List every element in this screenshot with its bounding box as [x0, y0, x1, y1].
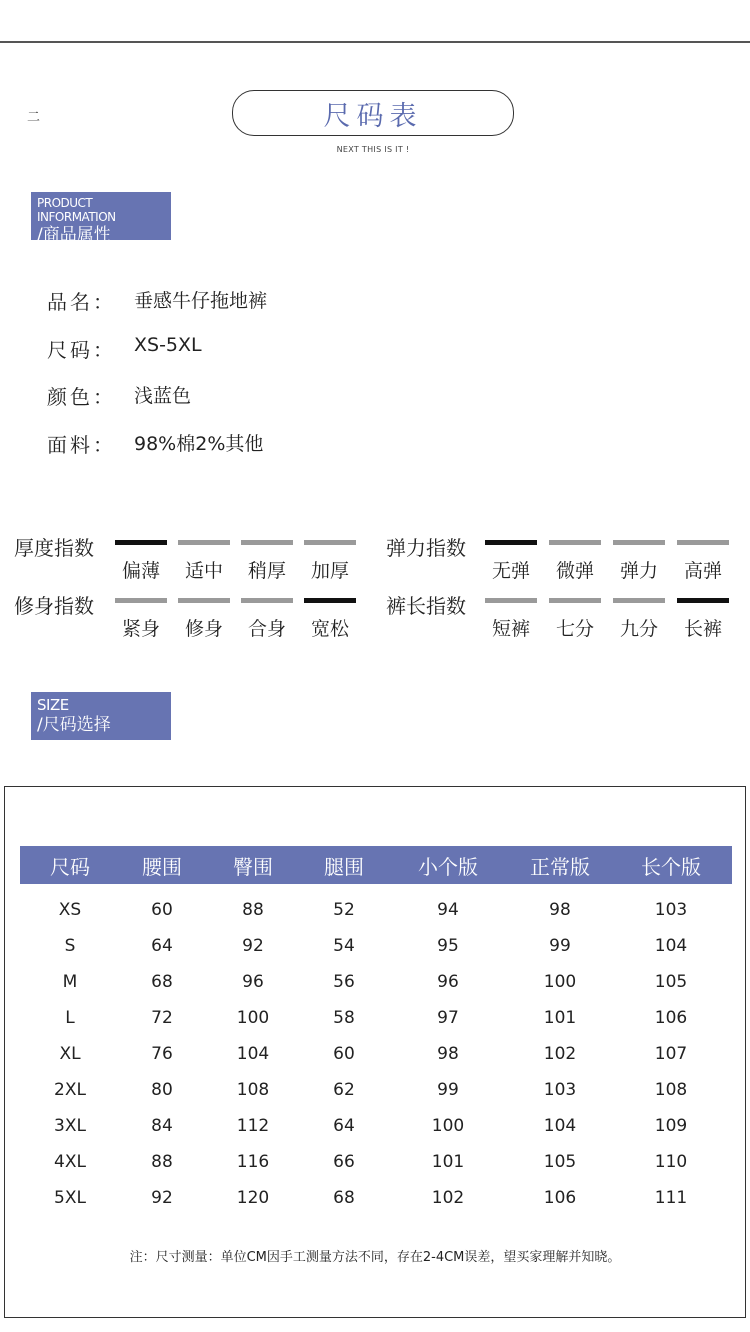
table-cell: 80: [151, 1080, 173, 1100]
table-cell: 105: [654, 972, 688, 992]
table-cell: 58: [333, 1008, 355, 1028]
index-label: 偏薄: [121, 560, 160, 582]
table-cell: 106: [654, 1008, 688, 1028]
table-cell: 56: [333, 972, 355, 992]
table-cell: 3XL: [54, 1116, 86, 1136]
index-label: 紧身: [121, 618, 160, 640]
index-bar: [115, 598, 167, 603]
table-row: [20, 1188, 732, 1208]
table-cell: 106: [543, 1188, 577, 1208]
info-row-size: [47, 334, 202, 363]
table-cell: 110: [654, 1152, 688, 1172]
index-label: 稍厚: [247, 560, 286, 582]
table-header-cell: 尺码: [50, 854, 90, 879]
table-cell: XL: [59, 1044, 81, 1064]
index-label: 短裤: [491, 618, 530, 640]
index-label: 微弹: [555, 560, 594, 582]
table-cell: 64: [333, 1116, 355, 1136]
index-bar: [178, 598, 230, 603]
index-label: 无弹: [491, 560, 530, 582]
table-cell: 98: [437, 1044, 459, 1064]
index-label: 适中: [184, 560, 223, 582]
table-cell: 60: [333, 1044, 355, 1064]
table-row: [20, 936, 732, 956]
table-cell: 64: [151, 936, 173, 956]
table-cell: 102: [431, 1188, 465, 1208]
table-cell: 54: [333, 936, 355, 956]
table-row: [20, 900, 732, 920]
index-bar: [115, 540, 167, 545]
index-bar: [241, 598, 293, 603]
table-cell: 120: [236, 1188, 270, 1208]
table-cell: 94: [437, 900, 459, 920]
table-cell: 95: [437, 936, 459, 956]
table-cell: 96: [242, 972, 264, 992]
index-bar: [677, 540, 729, 545]
product-info-tag: [31, 192, 171, 245]
index-bar: [549, 540, 601, 545]
table-cell: 92: [242, 936, 264, 956]
size-tag-en: SIZE: [37, 696, 69, 714]
table-cell: 116: [236, 1152, 270, 1172]
table-cell: 99: [549, 936, 571, 956]
index-bar: [304, 598, 356, 603]
info-key: 颜色：: [47, 385, 116, 409]
table-cell: 88: [242, 900, 264, 920]
table-cell: 104: [543, 1116, 577, 1136]
index-label: 七分: [555, 618, 594, 640]
table-row: [20, 1044, 732, 1064]
table-row: [20, 1116, 732, 1136]
table-cell: 88: [151, 1152, 173, 1172]
table-cell: 96: [437, 972, 459, 992]
index-label: 修身: [184, 618, 223, 640]
table-header-cell: 长个版: [641, 854, 701, 879]
table-cell: 109: [654, 1116, 688, 1136]
index-label: 高弹: [683, 560, 722, 582]
table-cell: 2XL: [54, 1080, 86, 1100]
index-label: 加厚: [310, 560, 349, 582]
index-bar: [613, 598, 665, 603]
top-divider: [0, 41, 750, 43]
table-cell: S: [64, 936, 76, 956]
index-bar: [677, 598, 729, 603]
table-cell: 100: [236, 1008, 270, 1028]
table-cell: L: [65, 1008, 75, 1028]
table-cell: 99: [437, 1080, 459, 1100]
product-info-tag-en: PRODUCT INFORMATION: [37, 196, 116, 224]
index-bar: [241, 540, 293, 545]
table-cell: 105: [543, 1152, 577, 1172]
table-header-cell: 腰围: [142, 854, 182, 879]
index-bar: [304, 540, 356, 545]
table-cell: 62: [333, 1080, 355, 1100]
table-cell: 66: [333, 1152, 355, 1172]
thickness-index-title: 厚度指数: [14, 536, 94, 560]
index-label: 宽松: [310, 618, 349, 640]
table-cell: 103: [543, 1080, 577, 1100]
table-cell: 60: [151, 900, 173, 920]
info-value: XS-5XL: [134, 334, 202, 356]
table-header-cell: 腿围: [324, 854, 364, 879]
table-cell: 5XL: [54, 1188, 86, 1208]
stretch-index-title: 弹力指数: [386, 536, 466, 560]
table-cell: 4XL: [54, 1152, 86, 1172]
table-cell: 107: [654, 1044, 688, 1064]
index-bar: [178, 540, 230, 545]
table-cell: 72: [151, 1008, 173, 1028]
index-label: 九分: [619, 618, 658, 640]
measurement-note: 注：尺寸测量：单位CM因手工测量方法不同，存在2-4CM误差，望买家理解并知晓。: [129, 1250, 621, 1265]
table-row: [20, 972, 732, 992]
table-cell: 111: [654, 1188, 688, 1208]
table-row: [20, 1080, 732, 1100]
table-row: [20, 1008, 732, 1028]
table-cell: 76: [151, 1044, 173, 1064]
table-cell: 100: [543, 972, 577, 992]
size-tag: [31, 692, 171, 740]
index-bar: [549, 598, 601, 603]
table-cell: 100: [431, 1116, 465, 1136]
info-row-color: [47, 381, 191, 410]
table-cell: 68: [333, 1188, 355, 1208]
table-cell: 52: [333, 900, 355, 920]
index-bar: [613, 540, 665, 545]
info-row-fabric: [47, 429, 263, 458]
index-label: 合身: [247, 618, 286, 640]
table-cell: 102: [543, 1044, 577, 1064]
page-title: 尺码表: [232, 90, 514, 136]
table-cell: 108: [654, 1080, 688, 1100]
info-value: 浅蓝色: [134, 385, 192, 407]
table-cell: 103: [654, 900, 688, 920]
table-cell: 104: [654, 936, 688, 956]
index-bar: [485, 540, 537, 545]
table-cell: 112: [236, 1116, 270, 1136]
index-label: 弹力: [619, 560, 658, 582]
size-table-header: [20, 846, 732, 884]
table-cell: 101: [543, 1008, 577, 1028]
size-tag-cn: /尺码选择: [37, 715, 111, 735]
table-cell: 92: [151, 1188, 173, 1208]
table-cell: 98: [549, 900, 571, 920]
info-key: 面料：: [47, 433, 116, 457]
table-header-cell: 小个版: [418, 854, 478, 879]
index-bar: [485, 598, 537, 603]
table-cell: 97: [437, 1008, 459, 1028]
product-info-tag-cn: /商品属性: [37, 225, 111, 245]
table-cell: XS: [58, 900, 82, 920]
table-cell: 68: [151, 972, 173, 992]
index-label: 长裤: [683, 618, 722, 640]
page-subtitle: NEXT THIS IS IT !: [336, 145, 410, 154]
table-cell: 84: [151, 1116, 173, 1136]
fit-index-title: 修身指数: [14, 594, 94, 618]
info-key: 尺码：: [47, 338, 116, 362]
table-header-cell: 正常版: [530, 854, 590, 879]
info-key: 品名：: [47, 290, 116, 314]
table-cell: 101: [431, 1152, 465, 1172]
corner-mark: 二: [27, 110, 40, 125]
table-cell: 108: [236, 1080, 270, 1100]
table-header-cell: 臀围: [233, 854, 273, 879]
length-index-title: 裤长指数: [386, 594, 466, 618]
info-value: 98%棉2%其他: [134, 433, 264, 455]
info-row-name: [47, 286, 267, 315]
info-value: 垂感牛仔拖地裤: [134, 290, 268, 312]
table-row: [20, 1152, 732, 1172]
table-cell: 104: [236, 1044, 270, 1064]
table-cell: M: [62, 972, 78, 992]
